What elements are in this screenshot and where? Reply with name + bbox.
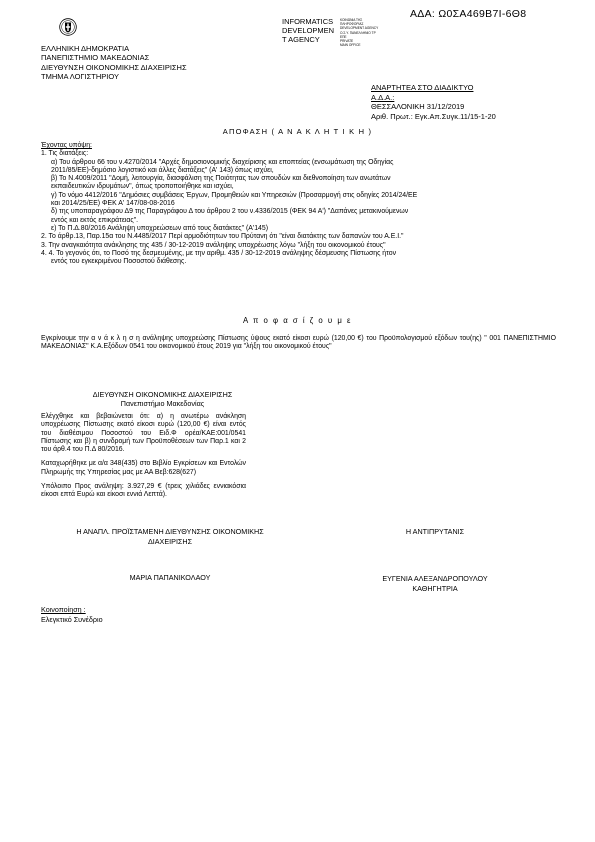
- logo-line: INFORMATICS: [282, 17, 334, 26]
- item-2: 2. Το άρθρ.13, Παρ.15α του Ν.4485/2017 Περί αρμοδιότητων του Πρύτανη ότι "είναι διατάκτης των δαπανών του Α.Ε.Ι.": [41, 233, 404, 241]
- header-line: ΠΑΝΕΠΙΣΤΗΜΙΟ ΜΑΚΕΔΟΝΙΑΣ: [41, 53, 150, 63]
- item-1: 1. Τις διατάξεις:: [41, 150, 89, 158]
- item-a-cont: 2011/85/ΕΕ)-δημόσιο λογιστικό και άλλες διατάξεις" (Α' 143) όπως ισχύει,: [51, 166, 274, 174]
- notification-block: [41, 605, 103, 624]
- decision-title: ΑΠΟΦΑΣΗ ( Α Ν Α Κ Λ Η Τ Ι Κ Η ): [222, 127, 373, 136]
- item-c: γ) Το νόμο 4412/2016 "Δημόσιες συμβάσεις Έργων, Προμηθειών και Υπηρεσιών (Προσαρμογή στις οδηγίες 2014/24/ΕΕ: [51, 191, 418, 199]
- item-4: 4. 4. Το γεγονός ότι, το Ποσό της δεσμευμένης, με την αριθμ. 435 / 30-12-2019 ανάληψης δέσμευσης Πίστωσης ήτον: [41, 249, 397, 257]
- posting-ada-label: Α.Δ.Α.:: [371, 92, 395, 102]
- item-b-cont: εκπαιδευτικών ιδρυμάτων", όπως τροποποιήθηκε και ισχύει,: [51, 183, 234, 191]
- right-signatory-role: ΚΑΘΗΓΗΤΡΙΑ: [412, 583, 458, 593]
- agency-logo-small: [340, 18, 378, 47]
- item-b: β) Το Ν.4009/2011 "Δομή, λειτουργία, διασφάλιση της Ποιότητας των σπουδών και διεθνοποίηση των ανωτάτων: [51, 175, 391, 183]
- balance-paragraph: Υπόλοιπο Προς ανάληψη: 3.927,29 € (τρεις χιλιάδες εννιακόσια είκοσι επτά Ευρώ και είκοσι εννιά Λεπτά).: [41, 483, 246, 499]
- logo-line: T AGENCY: [282, 34, 320, 44]
- directorate-block: [80, 390, 245, 408]
- logo-small-line: ΕΠΕ: [340, 34, 347, 39]
- decision-heading: Α π ο φ α σ ί ζ ο υ μ ε: [243, 316, 352, 325]
- agency-logo: [282, 18, 334, 44]
- logo-small-line: DEVELOPMENT AGENCY: [340, 26, 379, 31]
- university-name: Πανεπιστήμιο Μακεδονίας: [120, 399, 205, 408]
- header-block: [41, 44, 187, 82]
- directorate-name: ΔΙΕΥΘΥΝΣΗ ΟΙΚΟΝΟΜΙΚΗΣ ΔΙΑΧΕΙΡΙΣΗΣ: [92, 390, 233, 399]
- protocol-number: Αριθ. Πρωτ.: Εγκ.Απ.Συγκ.11/15-1-20: [371, 111, 496, 121]
- posting-date: ΘΕΣΣΑΛΟΝΙΚΗ 31/12/2019: [371, 102, 465, 111]
- header-line: ΕΛΛΗΝΙΚΗ ΔΗΜΟΚΡΑΤΙΑ: [41, 44, 130, 53]
- posting-block: [371, 83, 496, 121]
- left-signatory-title: [70, 527, 270, 546]
- ada-code: ΑΔΑ: Ω0ΣΑ469Β7Ι-6Θ8: [410, 8, 527, 20]
- registration-paragraph: Καταχωρήθηκε με α/α 348(435) στο Βιβλίο Εγκρίσεων και Εντολών Πληρωμής της Υπηρεσίας μας με ΑΑ Βεβ:628(627): [41, 460, 246, 476]
- item-e: ε) Το Π.Δ.80/2016 Ανάληψη υποχρεώσεων από τους διατάκτες" (Α'145): [51, 224, 268, 232]
- item-a: α) Του άρθρου 66 του ν.4270/2014 "Αρχές δημοσιονομικής διαχείρισης και εποπτείας (ενσωμάτωση της Οδηγίας: [51, 158, 394, 166]
- left-signatory-name: ΜΑΡΙΑ ΠΑΠΑΝΙΚΟΛΑΟΥ: [129, 573, 211, 582]
- verification-paragraph: Ελέγχθηκε και βεβαιώνεται ότι: α) η ανωτέρω ανάκληση υποχρέωσης Πίστωσης εκατό είκοσι ευρώ (120,00 €) είναι εντός του διαθέσιμου Ποσοστού του Ειδ.Φ ορέα/ΚΑΕ:001/0541 Πίστωσης και β) η συνδρομή των Προϋποθέσεων των Παρ.1 και 2 του άρθ.4 του Π.Δ 80/2016.: [41, 413, 246, 454]
- header-line: ΤΜΗΜΑ ΛΟΓΙΣΤΗΡΙΟΥ: [41, 72, 119, 82]
- right-signatory-name: ΕΥΓΕΝΙΑ ΑΛΕΞΑΝΔΡΟΠΟΥΛΟΥ: [382, 574, 488, 583]
- right-signatory-title: Η ΑΝΤΙΠΡΥΤΑΝΙΣ: [405, 527, 465, 536]
- notification-recipient: Ελεγκτικό Συνέδριο: [41, 614, 103, 624]
- logo-small-line: MAIN OFFICE: [340, 43, 361, 48]
- approval-paragraph: Εγκρίνουμε την α ν ά κ λ η σ η ανάληψης υποχρεώσης Πίστωσης ύψους εκατό είκοσι ευρώ (120,00 €) του Προϋπολογισμού εξόδων του(ης) " 001 ΠΑΝΕΠΙΣΤΗΜΙΟ ΜΑΚΕΔΟΝΙΑΣ" Κ.Α.Εξόδων 0541 του οικονομικού έτους 2019 για "λήξη του οικονομικού έτους": [41, 335, 556, 351]
- item-4-cont: εντός του εγκεκριμένου Ποσοστού διάθεσης.: [51, 258, 187, 266]
- header-line: ΔΙΕΥΘΥΝΣΗ ΟΙΚΟΝΟΜΙΚΗΣ ΔΙΑΧΕΙΡΙΣΗΣ: [41, 62, 187, 72]
- logo-small-line: Ο.Σ.Υ. ΠΑΝΕΛΛΗΝΙΟ ΤΡ: [340, 30, 376, 35]
- considerations-block: [41, 142, 561, 266]
- intro-line: Έχοντας υπόψη:: [41, 142, 92, 149]
- greek-emblem-icon: [59, 18, 77, 36]
- item-c-cont: και 2014/25/ΕΕ) ΦΕΚ Α' 147/08-08-2016: [51, 200, 175, 208]
- logo-small-line: PRIVATE: [340, 39, 354, 44]
- logo-small-line: ΠΛΗΡΟΦΟΡΙΑΣ: [340, 22, 364, 27]
- logo-small-line: ΚΟΙΝΩΝΙΑ ΤΗΣ: [340, 18, 363, 22]
- item-d-cont: εντός και εκτός επικράτειας".: [51, 216, 139, 224]
- left-title-line: Η ΑΝΑΠΛ. ΠΡΟΪΣΤΑΜΕΝΗ ΔΙΕΥΘΥΝΣΗΣ ΟΙΚΟΝΟΜΙΚΗΣ: [76, 527, 264, 536]
- right-signatory-block: [340, 574, 530, 593]
- notification-label: Κοινοποίηση :: [41, 605, 86, 614]
- verification-block: [41, 413, 246, 506]
- item-d: δ) της υποπαραγράφου Δ9 της Παραγράφου Δ του άρθρου 2 του ν.4336/2015 (ΦΕΚ 94 Α') "Δαπάνες μετακινούμενων: [51, 208, 409, 216]
- posting-line: ΑΝΑΡΤΗΤΕΑ ΣΤΟ ΔΙΑΔΙΚΤΥΟ: [371, 83, 474, 92]
- item-3: 3. Την αναγκαιότητα ανάκλησης της 435 / 30-12-2019 ανάληψης υποχρέωσης λόγω "λήξη του οικονομικού έτους": [41, 241, 386, 249]
- left-title-line: ΔΙΑΧΕΙΡΙΣΗΣ: [147, 536, 193, 546]
- logo-line: DEVELOPMEN: [282, 25, 335, 35]
